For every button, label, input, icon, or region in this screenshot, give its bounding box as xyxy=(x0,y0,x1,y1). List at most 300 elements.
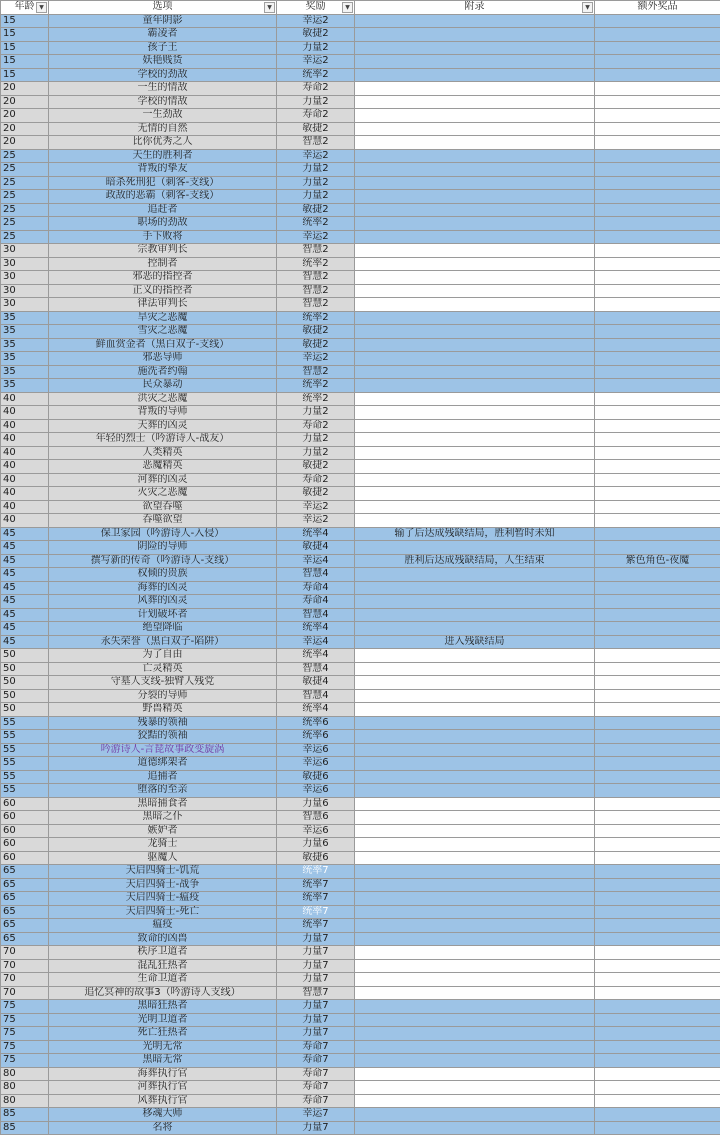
note-cell[interactable] xyxy=(355,581,595,595)
option-cell[interactable]: 童年阴影 xyxy=(49,14,277,28)
age-cell[interactable]: 55 xyxy=(1,784,49,798)
age-cell[interactable]: 85 xyxy=(1,1108,49,1122)
extra-cell[interactable] xyxy=(595,244,720,258)
extra-cell[interactable] xyxy=(595,433,720,447)
note-cell[interactable] xyxy=(355,149,595,163)
option-cell[interactable]: 河葬的凶灵 xyxy=(49,473,277,487)
note-cell[interactable] xyxy=(355,676,595,690)
age-cell[interactable]: 80 xyxy=(1,1094,49,1108)
option-cell[interactable]: 背叛的导师 xyxy=(49,406,277,420)
note-cell[interactable] xyxy=(355,379,595,393)
option-cell[interactable]: 嫉妒者 xyxy=(49,824,277,838)
option-cell[interactable]: 背叛的挚友 xyxy=(49,163,277,177)
reward-cell[interactable]: 统率2 xyxy=(277,311,355,325)
option-cell[interactable]: 瘟疫 xyxy=(49,919,277,933)
note-cell[interactable] xyxy=(355,257,595,271)
option-cell[interactable]: 名将 xyxy=(49,1121,277,1135)
age-cell[interactable]: 70 xyxy=(1,986,49,1000)
note-cell[interactable] xyxy=(355,1000,595,1014)
extra-cell[interactable] xyxy=(595,865,720,879)
option-cell[interactable]: 吟游诗人-言琵故事政变旋涡 xyxy=(49,743,277,757)
reward-cell[interactable]: 寿命7 xyxy=(277,1054,355,1068)
extra-cell[interactable] xyxy=(595,311,720,325)
reward-cell[interactable]: 幸运6 xyxy=(277,743,355,757)
extra-cell[interactable] xyxy=(595,136,720,150)
extra-cell[interactable] xyxy=(595,325,720,339)
option-cell[interactable]: 无情的自然 xyxy=(49,122,277,136)
note-cell[interactable] xyxy=(355,190,595,204)
option-cell[interactable]: 野兽精英 xyxy=(49,703,277,717)
option-cell[interactable]: 为了自由 xyxy=(49,649,277,663)
reward-cell[interactable]: 力量2 xyxy=(277,446,355,460)
extra-cell[interactable] xyxy=(595,1054,720,1068)
option-cell[interactable]: 天葬的凶灵 xyxy=(49,419,277,433)
note-cell[interactable] xyxy=(355,568,595,582)
reward-cell[interactable]: 寿命4 xyxy=(277,595,355,609)
reward-cell[interactable]: 幸运2 xyxy=(277,352,355,366)
note-cell[interactable] xyxy=(355,1094,595,1108)
option-cell[interactable]: 龙骑士 xyxy=(49,838,277,852)
age-cell[interactable]: 60 xyxy=(1,824,49,838)
reward-cell[interactable]: 力量7 xyxy=(277,1027,355,1041)
age-cell[interactable]: 20 xyxy=(1,82,49,96)
reward-cell[interactable]: 智慧4 xyxy=(277,662,355,676)
age-cell[interactable]: 50 xyxy=(1,689,49,703)
option-cell[interactable]: 邪恶的指控者 xyxy=(49,271,277,285)
option-cell[interactable]: 追捕者 xyxy=(49,770,277,784)
reward-cell[interactable]: 敏捷6 xyxy=(277,770,355,784)
option-cell[interactable]: 阴险的导师 xyxy=(49,541,277,555)
age-cell[interactable]: 65 xyxy=(1,892,49,906)
note-cell[interactable] xyxy=(355,946,595,960)
reward-cell[interactable]: 力量7 xyxy=(277,1121,355,1135)
note-cell[interactable] xyxy=(355,406,595,420)
option-cell[interactable]: 计划破坏者 xyxy=(49,608,277,622)
option-cell[interactable]: 鲜血赏金者（黑白双子-支线） xyxy=(49,338,277,352)
age-cell[interactable]: 40 xyxy=(1,487,49,501)
age-cell[interactable]: 30 xyxy=(1,284,49,298)
option-cell[interactable]: 秩序卫道者 xyxy=(49,946,277,960)
note-cell[interactable] xyxy=(355,419,595,433)
extra-cell[interactable] xyxy=(595,14,720,28)
option-cell[interactable]: 吞噬欲望 xyxy=(49,514,277,528)
age-cell[interactable]: 30 xyxy=(1,257,49,271)
option-cell[interactable]: 孩子王 xyxy=(49,41,277,55)
extra-cell[interactable] xyxy=(595,392,720,406)
reward-cell[interactable]: 寿命7 xyxy=(277,1067,355,1081)
age-cell[interactable]: 50 xyxy=(1,703,49,717)
note-cell[interactable] xyxy=(355,730,595,744)
age-cell[interactable]: 30 xyxy=(1,298,49,312)
note-cell[interactable] xyxy=(355,824,595,838)
note-cell[interactable] xyxy=(355,446,595,460)
reward-cell[interactable]: 力量6 xyxy=(277,797,355,811)
extra-cell[interactable] xyxy=(595,662,720,676)
extra-cell[interactable] xyxy=(595,730,720,744)
reward-cell[interactable]: 智慧2 xyxy=(277,244,355,258)
note-cell[interactable] xyxy=(355,878,595,892)
option-cell[interactable]: 风葬执行官 xyxy=(49,1094,277,1108)
reward-cell[interactable]: 幸运6 xyxy=(277,784,355,798)
extra-cell[interactable] xyxy=(595,1121,720,1135)
note-cell[interactable] xyxy=(355,298,595,312)
option-cell[interactable]: 霸凌者 xyxy=(49,28,277,42)
reward-cell[interactable]: 幸运2 xyxy=(277,500,355,514)
reward-cell[interactable]: 统率4 xyxy=(277,622,355,636)
option-cell[interactable]: 人类精英 xyxy=(49,446,277,460)
option-cell[interactable]: 堕落的至亲 xyxy=(49,784,277,798)
extra-cell[interactable] xyxy=(595,203,720,217)
extra-cell[interactable] xyxy=(595,919,720,933)
note-cell[interactable] xyxy=(355,109,595,123)
extra-cell[interactable] xyxy=(595,608,720,622)
age-cell[interactable]: 40 xyxy=(1,392,49,406)
option-cell[interactable]: 旱灾之恶魔 xyxy=(49,311,277,325)
note-cell[interactable] xyxy=(355,703,595,717)
option-cell[interactable]: 洪灾之恶魔 xyxy=(49,392,277,406)
extra-cell[interactable] xyxy=(595,770,720,784)
extra-cell[interactable] xyxy=(595,338,720,352)
extra-cell[interactable] xyxy=(595,932,720,946)
note-cell[interactable] xyxy=(355,811,595,825)
note-cell[interactable]: 输了后达成残缺结局，胜利暂时未知 xyxy=(355,527,595,541)
note-cell[interactable] xyxy=(355,784,595,798)
reward-cell[interactable]: 幸运2 xyxy=(277,55,355,69)
reward-cell[interactable]: 力量7 xyxy=(277,959,355,973)
extra-cell[interactable] xyxy=(595,68,720,82)
age-cell[interactable]: 20 xyxy=(1,122,49,136)
option-cell[interactable]: 海葬的凶灵 xyxy=(49,581,277,595)
option-cell[interactable]: 权倾的贵族 xyxy=(49,568,277,582)
reward-cell[interactable]: 敏捷4 xyxy=(277,541,355,555)
extra-cell[interactable] xyxy=(595,568,720,582)
note-cell[interactable] xyxy=(355,244,595,258)
age-cell[interactable]: 60 xyxy=(1,811,49,825)
option-cell[interactable]: 风葬的凶灵 xyxy=(49,595,277,609)
filter-dropdown-icon[interactable]: ▼ xyxy=(342,2,353,13)
age-cell[interactable]: 25 xyxy=(1,149,49,163)
reward-cell[interactable]: 统率2 xyxy=(277,257,355,271)
reward-cell[interactable]: 力量6 xyxy=(277,838,355,852)
age-cell[interactable]: 60 xyxy=(1,851,49,865)
reward-cell[interactable]: 智慧6 xyxy=(277,811,355,825)
extra-cell[interactable] xyxy=(595,649,720,663)
option-cell[interactable]: 黑暗狂热者 xyxy=(49,1000,277,1014)
option-cell[interactable]: 雪灾之恶魔 xyxy=(49,325,277,339)
reward-cell[interactable]: 敏捷2 xyxy=(277,325,355,339)
reward-cell[interactable]: 智慧7 xyxy=(277,986,355,1000)
note-cell[interactable] xyxy=(355,136,595,150)
option-cell[interactable]: 光明无常 xyxy=(49,1040,277,1054)
note-cell[interactable] xyxy=(355,325,595,339)
note-cell[interactable] xyxy=(355,622,595,636)
option-cell[interactable]: 天生的胜利者 xyxy=(49,149,277,163)
extra-cell[interactable] xyxy=(595,851,720,865)
option-cell[interactable]: 天启四骑士-饥荒 xyxy=(49,865,277,879)
reward-cell[interactable]: 敏捷2 xyxy=(277,487,355,501)
age-cell[interactable]: 70 xyxy=(1,973,49,987)
extra-cell[interactable] xyxy=(595,986,720,1000)
extra-cell[interactable] xyxy=(595,41,720,55)
option-cell[interactable]: 天启四骑士-死亡 xyxy=(49,905,277,919)
extra-cell[interactable] xyxy=(595,514,720,528)
option-cell[interactable]: 宗教审判长 xyxy=(49,244,277,258)
option-cell[interactable]: 移魂大师 xyxy=(49,1108,277,1122)
note-cell[interactable] xyxy=(355,757,595,771)
reward-cell[interactable]: 力量7 xyxy=(277,973,355,987)
reward-cell[interactable]: 寿命7 xyxy=(277,1081,355,1095)
note-cell[interactable]: 进入残缺结局 xyxy=(355,635,595,649)
note-cell[interactable] xyxy=(355,487,595,501)
reward-cell[interactable]: 统率2 xyxy=(277,379,355,393)
reward-cell[interactable]: 幸运2 xyxy=(277,230,355,244)
extra-cell[interactable] xyxy=(595,28,720,42)
note-cell[interactable] xyxy=(355,122,595,136)
note-cell[interactable] xyxy=(355,838,595,852)
reward-cell[interactable]: 统率6 xyxy=(277,716,355,730)
note-cell[interactable] xyxy=(355,1108,595,1122)
reward-cell[interactable]: 敏捷2 xyxy=(277,122,355,136)
extra-cell[interactable]: 紫色角色-夜魔 xyxy=(595,554,720,568)
note-cell[interactable] xyxy=(355,500,595,514)
extra-cell[interactable] xyxy=(595,1013,720,1027)
option-cell[interactable]: 邪恶导师 xyxy=(49,352,277,366)
option-cell[interactable]: 暗杀死刑犯（刺客-支线） xyxy=(49,176,277,190)
age-cell[interactable]: 75 xyxy=(1,1027,49,1041)
age-cell[interactable]: 70 xyxy=(1,959,49,973)
extra-cell[interactable] xyxy=(595,811,720,825)
age-cell[interactable]: 20 xyxy=(1,136,49,150)
age-cell[interactable]: 65 xyxy=(1,878,49,892)
note-cell[interactable] xyxy=(355,662,595,676)
extra-cell[interactable] xyxy=(595,892,720,906)
age-cell[interactable]: 40 xyxy=(1,460,49,474)
reward-cell[interactable]: 统率7 xyxy=(277,892,355,906)
reward-cell[interactable]: 寿命7 xyxy=(277,1094,355,1108)
note-cell[interactable] xyxy=(355,689,595,703)
extra-cell[interactable] xyxy=(595,1081,720,1095)
note-cell[interactable] xyxy=(355,14,595,28)
option-cell[interactable]: 绝望降临 xyxy=(49,622,277,636)
option-cell[interactable]: 欲望吞噬 xyxy=(49,500,277,514)
extra-cell[interactable] xyxy=(595,217,720,231)
age-cell[interactable]: 40 xyxy=(1,433,49,447)
extra-cell[interactable] xyxy=(595,230,720,244)
extra-cell[interactable] xyxy=(595,82,720,96)
age-cell[interactable]: 75 xyxy=(1,1000,49,1014)
note-cell[interactable] xyxy=(355,338,595,352)
extra-cell[interactable] xyxy=(595,55,720,69)
extra-cell[interactable] xyxy=(595,379,720,393)
note-cell[interactable] xyxy=(355,1027,595,1041)
reward-cell[interactable]: 敏捷2 xyxy=(277,460,355,474)
age-cell[interactable]: 25 xyxy=(1,217,49,231)
option-cell[interactable]: 民众暴动 xyxy=(49,379,277,393)
extra-cell[interactable] xyxy=(595,622,720,636)
age-cell[interactable]: 75 xyxy=(1,1013,49,1027)
reward-cell[interactable]: 智慧2 xyxy=(277,284,355,298)
option-cell[interactable]: 黑暗之仆 xyxy=(49,811,277,825)
reward-cell[interactable]: 智慧4 xyxy=(277,608,355,622)
reward-cell[interactable]: 力量2 xyxy=(277,95,355,109)
note-cell[interactable] xyxy=(355,68,595,82)
extra-cell[interactable] xyxy=(595,541,720,555)
age-cell[interactable]: 35 xyxy=(1,352,49,366)
age-cell[interactable]: 15 xyxy=(1,55,49,69)
note-cell[interactable] xyxy=(355,1121,595,1135)
option-cell[interactable]: 控制者 xyxy=(49,257,277,271)
reward-cell[interactable]: 敏捷6 xyxy=(277,851,355,865)
reward-cell[interactable]: 统率7 xyxy=(277,919,355,933)
note-cell[interactable] xyxy=(355,1067,595,1081)
note-cell[interactable]: 胜利后达成残缺结局，人生结束 xyxy=(355,554,595,568)
age-cell[interactable]: 30 xyxy=(1,271,49,285)
age-cell[interactable]: 45 xyxy=(1,527,49,541)
reward-cell[interactable]: 寿命2 xyxy=(277,82,355,96)
option-cell[interactable]: 海葬执行官 xyxy=(49,1067,277,1081)
option-cell[interactable]: 混乱狂热者 xyxy=(49,959,277,973)
note-cell[interactable] xyxy=(355,284,595,298)
reward-cell[interactable]: 力量7 xyxy=(277,946,355,960)
option-cell[interactable]: 分裂的导师 xyxy=(49,689,277,703)
option-cell[interactable]: 一生的情敌 xyxy=(49,82,277,96)
reward-cell[interactable]: 统率4 xyxy=(277,649,355,663)
reward-cell[interactable]: 力量7 xyxy=(277,1013,355,1027)
age-cell[interactable]: 25 xyxy=(1,203,49,217)
reward-cell[interactable]: 寿命2 xyxy=(277,419,355,433)
note-cell[interactable] xyxy=(355,176,595,190)
age-cell[interactable]: 50 xyxy=(1,676,49,690)
extra-cell[interactable] xyxy=(595,352,720,366)
age-cell[interactable]: 40 xyxy=(1,500,49,514)
age-cell[interactable]: 35 xyxy=(1,365,49,379)
extra-cell[interactable] xyxy=(595,527,720,541)
age-cell[interactable]: 65 xyxy=(1,865,49,879)
note-cell[interactable] xyxy=(355,230,595,244)
reward-cell[interactable]: 幸运2 xyxy=(277,514,355,528)
extra-cell[interactable] xyxy=(595,716,720,730)
filter-dropdown-icon[interactable]: ▼ xyxy=(582,2,593,13)
note-cell[interactable] xyxy=(355,851,595,865)
note-cell[interactable] xyxy=(355,41,595,55)
extra-cell[interactable] xyxy=(595,419,720,433)
reward-cell[interactable]: 统率4 xyxy=(277,703,355,717)
option-cell[interactable]: 职场的劲敌 xyxy=(49,217,277,231)
age-cell[interactable]: 45 xyxy=(1,568,49,582)
note-cell[interactable] xyxy=(355,271,595,285)
filter-dropdown-icon[interactable]: ▼ xyxy=(264,2,275,13)
extra-cell[interactable] xyxy=(595,271,720,285)
option-cell[interactable]: 恶魔精英 xyxy=(49,460,277,474)
extra-cell[interactable] xyxy=(595,1027,720,1041)
reward-cell[interactable]: 统率7 xyxy=(277,878,355,892)
option-cell[interactable]: 政敌的恶霸（刺客-支线） xyxy=(49,190,277,204)
note-cell[interactable] xyxy=(355,392,595,406)
age-cell[interactable]: 65 xyxy=(1,932,49,946)
reward-cell[interactable]: 幸运6 xyxy=(277,757,355,771)
note-cell[interactable] xyxy=(355,473,595,487)
reward-cell[interactable]: 幸运4 xyxy=(277,635,355,649)
note-cell[interactable] xyxy=(355,986,595,1000)
extra-cell[interactable] xyxy=(595,784,720,798)
reward-cell[interactable]: 统率2 xyxy=(277,217,355,231)
option-cell[interactable]: 永失荣誉（黑白双子-陷阱） xyxy=(49,635,277,649)
extra-cell[interactable] xyxy=(595,635,720,649)
reward-cell[interactable]: 统率7 xyxy=(277,905,355,919)
extra-cell[interactable] xyxy=(595,959,720,973)
extra-cell[interactable] xyxy=(595,460,720,474)
note-cell[interactable] xyxy=(355,365,595,379)
option-cell[interactable]: 年轻的烈士（吟游诗人-战友） xyxy=(49,433,277,447)
option-cell[interactable]: 正义的指控者 xyxy=(49,284,277,298)
reward-cell[interactable]: 幸运6 xyxy=(277,824,355,838)
note-cell[interactable] xyxy=(355,649,595,663)
extra-cell[interactable] xyxy=(595,1000,720,1014)
note-cell[interactable] xyxy=(355,595,595,609)
reward-cell[interactable]: 统率4 xyxy=(277,527,355,541)
age-cell[interactable]: 15 xyxy=(1,41,49,55)
option-cell[interactable]: 火灾之恶魔 xyxy=(49,487,277,501)
extra-cell[interactable] xyxy=(595,1067,720,1081)
age-cell[interactable]: 15 xyxy=(1,14,49,28)
extra-cell[interactable] xyxy=(595,284,720,298)
reward-cell[interactable]: 力量7 xyxy=(277,932,355,946)
note-cell[interactable] xyxy=(355,770,595,784)
option-cell[interactable]: 光明卫道者 xyxy=(49,1013,277,1027)
extra-cell[interactable] xyxy=(595,149,720,163)
note-cell[interactable] xyxy=(355,433,595,447)
age-cell[interactable]: 85 xyxy=(1,1121,49,1135)
option-cell[interactable]: 天启四骑士-瘟疫 xyxy=(49,892,277,906)
reward-cell[interactable]: 力量2 xyxy=(277,163,355,177)
extra-cell[interactable] xyxy=(595,163,720,177)
reward-cell[interactable]: 敏捷2 xyxy=(277,338,355,352)
age-cell[interactable]: 45 xyxy=(1,581,49,595)
extra-cell[interactable] xyxy=(595,676,720,690)
extra-cell[interactable] xyxy=(595,446,720,460)
extra-cell[interactable] xyxy=(595,487,720,501)
reward-cell[interactable]: 统率7 xyxy=(277,865,355,879)
reward-cell[interactable]: 力量2 xyxy=(277,406,355,420)
extra-cell[interactable] xyxy=(595,878,720,892)
option-cell[interactable]: 律法审判长 xyxy=(49,298,277,312)
note-cell[interactable] xyxy=(355,541,595,555)
note-cell[interactable] xyxy=(355,932,595,946)
age-cell[interactable]: 35 xyxy=(1,325,49,339)
age-cell[interactable]: 25 xyxy=(1,230,49,244)
option-cell[interactable]: 狡黠的领袖 xyxy=(49,730,277,744)
extra-cell[interactable] xyxy=(595,298,720,312)
extra-cell[interactable] xyxy=(595,109,720,123)
reward-cell[interactable]: 智慧2 xyxy=(277,136,355,150)
reward-cell[interactable]: 智慧4 xyxy=(277,568,355,582)
reward-cell[interactable]: 智慧2 xyxy=(277,298,355,312)
age-cell[interactable]: 65 xyxy=(1,905,49,919)
extra-cell[interactable] xyxy=(595,95,720,109)
reward-cell[interactable]: 幸运2 xyxy=(277,149,355,163)
age-cell[interactable]: 25 xyxy=(1,176,49,190)
age-cell[interactable]: 40 xyxy=(1,514,49,528)
note-cell[interactable] xyxy=(355,959,595,973)
extra-cell[interactable] xyxy=(595,595,720,609)
option-cell[interactable]: 道德绑架者 xyxy=(49,757,277,771)
option-cell[interactable]: 施洗者约翰 xyxy=(49,365,277,379)
option-cell[interactable]: 追赶者 xyxy=(49,203,277,217)
extra-cell[interactable] xyxy=(595,406,720,420)
age-cell[interactable]: 75 xyxy=(1,1040,49,1054)
extra-cell[interactable] xyxy=(595,365,720,379)
age-cell[interactable]: 75 xyxy=(1,1054,49,1068)
